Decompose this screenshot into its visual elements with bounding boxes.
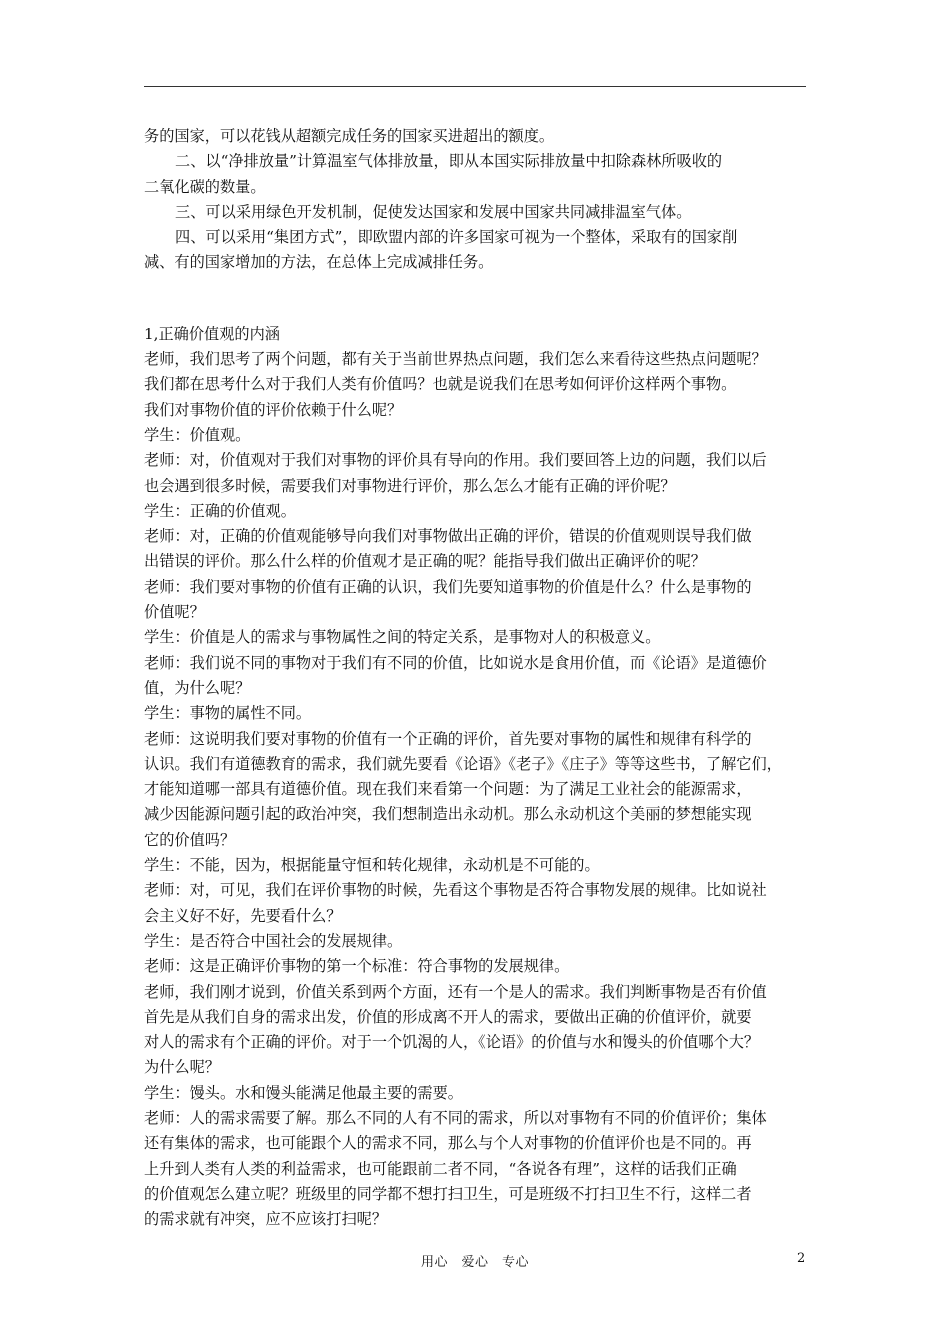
text-line: 我们都在思考什么对于我们人类有价值吗？也就是说我们在思考如何评价这样两个事物。 <box>144 375 737 394</box>
text-line: 减、有的国家增加的方法，在总体上完成减排任务。 <box>144 253 494 272</box>
footer-motto: 用心 爱心 专心 <box>420 1255 529 1270</box>
text-line: 减少因能源问题引起的政治冲突，我们想制造出永动机。那么永动机这个美丽的梦想能实现 <box>144 805 752 824</box>
page-number: 2 <box>797 1251 806 1266</box>
text-line: 认识。我们有道德教育的需求，我们就先要看《论语》《老子》《庄子》等等这些书，了解它们， <box>144 754 782 773</box>
text-line: 老师：对，正确的价值观能够导向我们对事物做出正确的评价，错误的价值观则误导我们做 <box>144 527 752 546</box>
text-line: 二氧化碳的数量。 <box>144 177 266 196</box>
text-line: 四、可以采用“集团方式”，即欧盟内部的许多国家可视为一个整体，采取有的国家削 <box>175 228 738 247</box>
section-heading: 1,正确价值观的内涵 <box>144 324 280 343</box>
text-line: 首先是从我们自身的需求出发，价值的形成离不开人的需求，要做出正确的价值评价，就要 <box>144 1007 752 1026</box>
text-line: 为什么呢？ <box>144 1058 220 1077</box>
text-line: 价值呢？ <box>144 603 205 622</box>
text-line: 出错误的评价。那么什么样的价值观才是正确的呢？能指导我们做出正确评价的呢？ <box>144 552 706 571</box>
text-line: 上升到人类有人类的利益需求，也可能跟前二者不同，“各说各有理”，这样的话我们正确 <box>144 1159 737 1178</box>
text-line: 对人的需求有个正确的评价。对于一个饥渴的人，《论语》的价值与水和馒头的价值哪个大？ <box>144 1033 760 1052</box>
text-line: 务的国家，可以花钱从超额完成任务的国家买进超出的额度。 <box>144 127 555 145</box>
text-line: 学生：不能，因为，根据能量守恒和转化规律，永动机是不可能的。 <box>144 856 600 875</box>
text-line: 学生：事物的属性不同。 <box>144 704 312 723</box>
text-line: 三、可以采用绿色开发机制，促使发达国家和发展中国家共同减排温室气体。 <box>175 202 692 221</box>
section-gap <box>144 276 808 322</box>
text-line: 老师：这是正确评价事物的第一个标准：符合事物的发展规律。 <box>144 957 570 976</box>
text-line: 才能知道哪一部具有道德价值。现在我们来看第一个问题：为了满足工业社会的能源需求， <box>144 780 752 799</box>
header-rule <box>144 86 806 87</box>
text-line: 会主义好不好，先要看什么？ <box>144 906 342 925</box>
text-line: 老师：人的需求需要了解。那么不同的人有不同的需求，所以对事物有不同的价值评价；集体 <box>144 1108 767 1127</box>
text-line: 学生：是否符合中国社会的发展规律。 <box>144 931 403 950</box>
text-line: 老师：对，价值观对于我们对事物的评价具有导向的作用。我们要回答上边的问题，我们以后 <box>144 451 767 470</box>
text-line: 还有集体的需求，也可能跟个人的需求不同，那么与个人对事物的价值评价也是不同的。再 <box>144 1134 752 1153</box>
text-line: 老师：这说明我们要对事物的价值有一个正确的评价，首先要对事物的属性和规律有科学的 <box>144 729 752 748</box>
text-line: 值，为什么呢？ <box>144 678 251 697</box>
text-line: 它的价值吗？ <box>144 830 236 849</box>
text-line: 也会遇到很多时候，需要我们对事物进行评价，那么怎么才能有正确的评价呢？ <box>144 476 676 495</box>
text-line: 二、以“净排放量”计算温室气体排放量，即从本国实际排放量中扣除森林所吸收的 <box>175 152 723 171</box>
text-line: 老师，我们思考了两个问题，都有关于当前世界热点问题，我们怎么来看待这些热点问题呢？ <box>144 350 767 369</box>
text-line: 学生：价值观。 <box>144 425 251 444</box>
dialogue-section <box>144 322 808 1233</box>
text-line: 的价值观怎么建立呢？班级里的同学都不想打扫卫生，可是班级不打扫卫生不行，这样二者 <box>144 1184 752 1203</box>
text-line: 老师，我们刚才说到，价值关系到两个方面，还有一个是人的需求。我们判断事物是否有价值 <box>144 982 767 1001</box>
text-line: 老师：对，可见，我们在评价事物的时候，先看这个事物是否符合事物发展的规律。比如说社 <box>144 881 767 900</box>
intro-paragraphs <box>144 124 808 276</box>
text-line: 老师：我们说不同的事物对于我们有不同的价值，比如说水是食用价值，而《论语》是道德价 <box>144 653 767 672</box>
text-line: 学生：价值是人的需求与事物属性之间的特定关系，是事物对人的积极意义。 <box>144 628 661 647</box>
text-line: 的需求就有冲突，应不应该打扫呢？ <box>144 1210 387 1229</box>
text-line: 我们对事物价值的评价依赖于什么呢？ <box>144 400 403 419</box>
text-line: 学生：正确的价值观。 <box>144 501 296 520</box>
document-body <box>144 124 808 1232</box>
text-line: 学生：馒头。水和馒头能满足他最主要的需要。 <box>144 1083 463 1102</box>
text-line: 老师：我们要对事物的价值有正确的认识，我们先要知道事物的价值是什么？什么是事物的 <box>144 577 752 596</box>
